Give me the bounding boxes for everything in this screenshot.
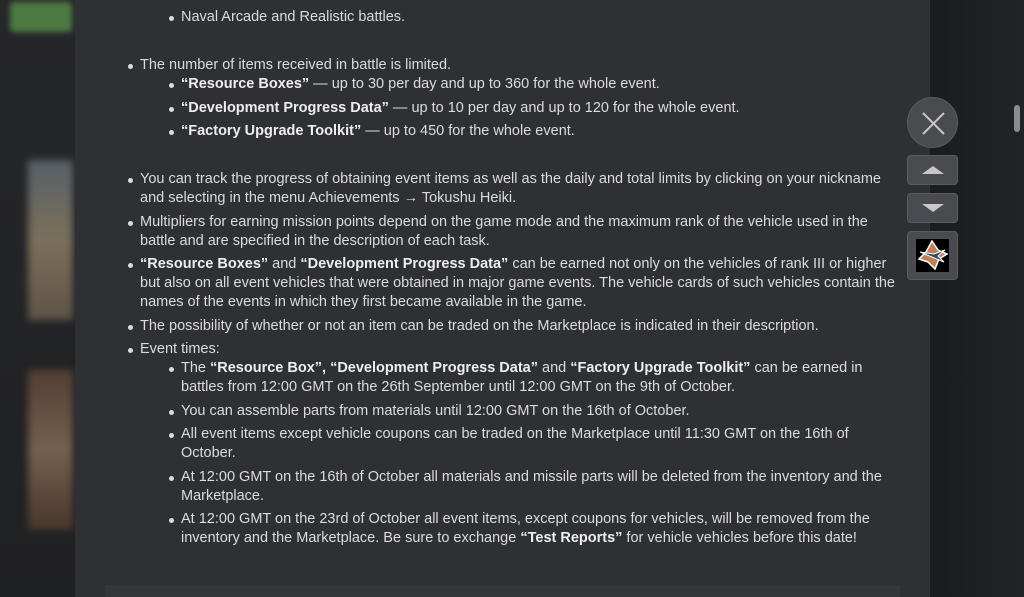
event-plane-icon — [908, 232, 957, 279]
panel-footer — [105, 585, 900, 597]
close-icon — [908, 98, 959, 149]
item-text: — up to 30 per day and up to 360 for the whole event. — [309, 76, 660, 92]
background-left — [0, 0, 75, 597]
item-text: for vehicle vehicles before this date! — [622, 530, 857, 546]
bold-text: “Resource Boxes” — [140, 256, 269, 272]
item-text: can be earned not only on the vehicles of rank III or higher but also on all event vehicles that were obtained in major game events. The vehicle cards of such vehicles contain the names of the events in which they first became available in the game. — [140, 256, 895, 310]
item-text: — up to 10 per day and up to 120 for the whole event. — [388, 99, 740, 116]
article-list — [75, 56, 930, 548]
arrow-up-icon — [922, 166, 944, 174]
list-item — [181, 122, 905, 141]
close-button[interactable] — [907, 97, 958, 148]
list-item — [181, 75, 905, 94]
bold-text: “Factory Upgrade Toolkit” — [181, 123, 362, 139]
list-item: The possibility of whether or not an item can be traded on the Marketplace is indicated in their description. — [140, 317, 905, 336]
list-item — [140, 340, 905, 548]
bold-text: “Resource Box”, “Development Progress Data” — [210, 360, 538, 376]
list-item: At 12:00 GMT on the 16th of October all materials and missile parts will be deleted from the inventory and the Marketplace. — [181, 468, 905, 506]
bold-text: “Test Reports” — [520, 530, 623, 546]
list-item — [181, 510, 905, 548]
list-item: All event items except vehicle coupons can be traded on the Marketplace until 11:30 GMT on the 16th of October. — [181, 425, 905, 463]
item-text: and — [537, 360, 571, 376]
scroll-down-button[interactable] — [907, 193, 958, 223]
list-item: Multipliers for earning mission points depend on the game mode and the maximum rank of the vehicle used in the battle and are specified in the description of each task. — [140, 213, 905, 251]
item-text: At 12:00 GMT on the 23rd of October all event items, except coupons for vehicles, will be removed from the inventory and the Marketplace. Be sure to exchange — [181, 511, 870, 546]
item-text: and — [268, 256, 301, 272]
list-item — [140, 255, 905, 312]
bold-text: “Resource Boxes” — [181, 76, 310, 92]
item-text: can be earned in battles from 12:00 GMT on the 26th September until 12:00 GMT on the 9th of October. — [181, 360, 863, 395]
list-item: You can assemble parts from materials until 12:00 GMT on the 16th of October. — [181, 402, 905, 421]
bold-text: “Development Progress Data” — [300, 256, 509, 272]
item-text: The number of items received in battle is limited. — [140, 57, 452, 73]
bold-text: “Development Progress Data” — [181, 99, 389, 116]
list-item — [181, 99, 905, 118]
list-item: You can track the progress of obtaining event items as well as the daily and total limits by clicking on your nickname and selecting in the menu Achievements → Tokushu Heiki. — [140, 170, 905, 208]
item-text: Event times: — [140, 341, 220, 357]
list-item — [140, 56, 905, 141]
list-item — [181, 359, 905, 397]
item-text: — up to 450 for the whole event. — [361, 123, 575, 139]
scroll-up-button[interactable] — [907, 155, 958, 185]
arrow-down-icon — [922, 204, 944, 212]
event-icon-button[interactable] — [907, 231, 958, 280]
background-right — [930, 0, 1024, 597]
item-text: The — [181, 360, 211, 376]
list-item: Naval Arcade and Realistic battles. — [181, 8, 905, 27]
news-article-panel — [75, 0, 930, 597]
page-scrollbar[interactable] — [1014, 105, 1020, 132]
bold-text: “Factory Upgrade Toolkit” — [570, 360, 751, 376]
